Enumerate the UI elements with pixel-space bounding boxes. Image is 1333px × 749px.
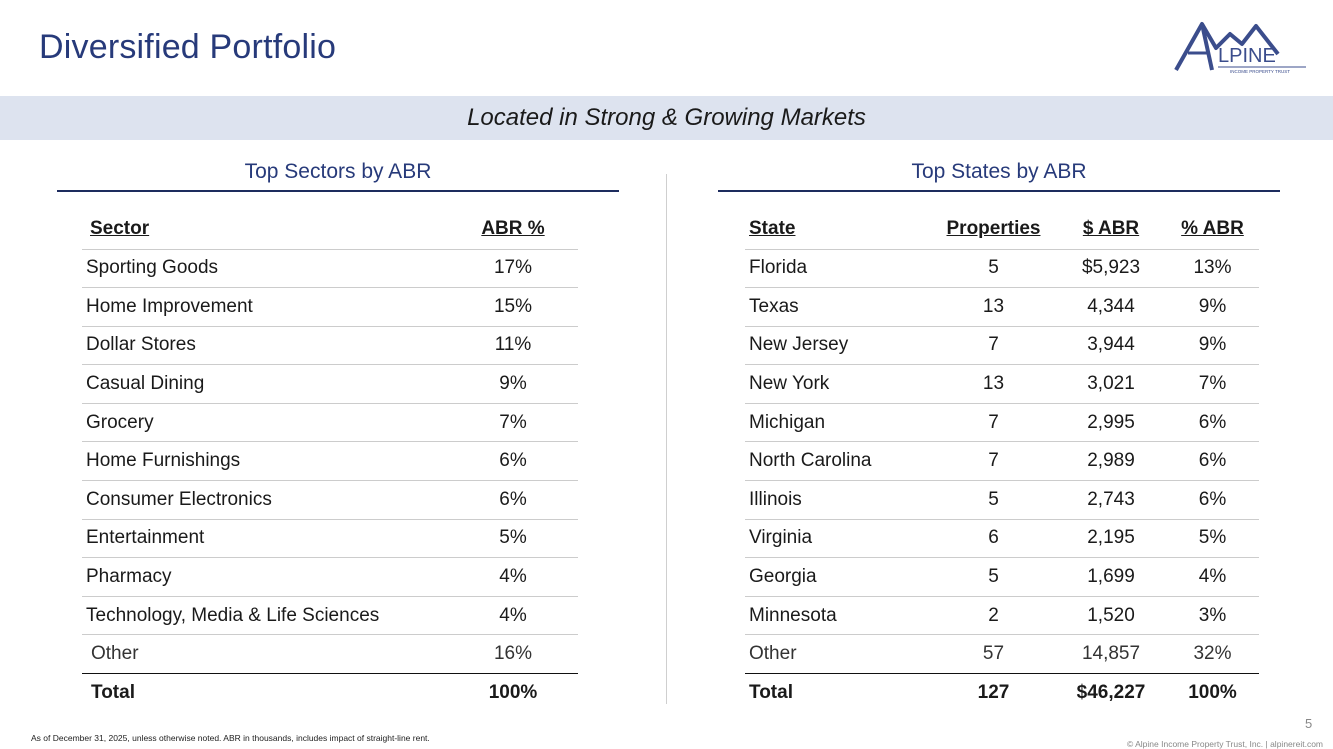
sector-name: Home Improvement bbox=[82, 288, 448, 327]
sector-name: Dollar Stores bbox=[82, 326, 448, 365]
sector-abr-pct: 9% bbox=[448, 365, 578, 404]
state-abr-pct: 32% bbox=[1166, 635, 1259, 674]
state-properties: 5 bbox=[931, 249, 1056, 288]
column-header: State bbox=[749, 218, 796, 240]
sector-name: Home Furnishings bbox=[82, 442, 448, 481]
state-abr: 14,857 bbox=[1056, 635, 1166, 674]
state-properties: 57 bbox=[931, 635, 1056, 674]
table-row bbox=[82, 288, 578, 327]
state-abr: 3,021 bbox=[1056, 365, 1166, 404]
state-name: Texas bbox=[745, 288, 931, 327]
sector-name: Technology, Media & Life Sciences bbox=[82, 596, 448, 635]
state-abr-pct: 9% bbox=[1166, 288, 1259, 327]
state-abr-pct: 7% bbox=[1166, 365, 1259, 404]
sector-name: Other bbox=[82, 635, 448, 674]
column-header: $ ABR bbox=[1082, 218, 1140, 240]
state-abr: 1,699 bbox=[1056, 558, 1166, 597]
logo-wordmark: LPINE bbox=[1218, 45, 1276, 67]
state-abr: 2,743 bbox=[1056, 481, 1166, 520]
table-row bbox=[82, 519, 578, 558]
state-name: New Jersey bbox=[745, 326, 931, 365]
state-name: New York bbox=[745, 365, 931, 404]
logo-subtext: INCOME PROPERTY TRUST bbox=[1230, 69, 1291, 74]
banner-text: Located in Strong & Growing Markets bbox=[467, 104, 866, 131]
table-row bbox=[745, 481, 1259, 520]
total-properties: 127 bbox=[931, 674, 1056, 713]
state-abr: 2,989 bbox=[1056, 442, 1166, 481]
state-abr-pct: 5% bbox=[1166, 519, 1259, 558]
state-name: Georgia bbox=[745, 558, 931, 597]
sector-name: Consumer Electronics bbox=[82, 481, 448, 520]
state-name: Florida bbox=[745, 249, 931, 288]
state-name: Other bbox=[745, 635, 931, 674]
state-properties: 5 bbox=[931, 481, 1056, 520]
page-number: 5 bbox=[1305, 716, 1313, 731]
table-row bbox=[745, 442, 1259, 481]
sector-name: Sporting Goods bbox=[82, 249, 448, 288]
state-abr-pct: 9% bbox=[1166, 326, 1259, 365]
state-properties: 5 bbox=[931, 558, 1056, 597]
copyright: © Alpine Income Property Trust, Inc. | alpinereit.com bbox=[1126, 739, 1323, 749]
column-header: % ABR bbox=[1181, 218, 1244, 240]
state-abr: 1,520 bbox=[1056, 596, 1166, 635]
states-title: Top States by ABR bbox=[911, 160, 1087, 183]
column-header: Properties bbox=[946, 218, 1041, 240]
sectors-title: Top Sectors by ABR bbox=[244, 160, 432, 183]
sector-name: Entertainment bbox=[82, 519, 448, 558]
state-properties: 2 bbox=[931, 596, 1056, 635]
state-abr: 2,195 bbox=[1056, 519, 1166, 558]
column-divider bbox=[666, 174, 667, 704]
state-properties: 13 bbox=[931, 365, 1056, 404]
state-name: Minnesota bbox=[745, 596, 931, 635]
company-logo bbox=[1172, 20, 1308, 76]
table-row bbox=[82, 596, 578, 635]
states-table bbox=[745, 210, 1259, 712]
state-abr-pct: 4% bbox=[1166, 558, 1259, 597]
table-row bbox=[745, 326, 1259, 365]
column-header: Sector bbox=[90, 218, 150, 240]
footnote: As of December 31, 2025, unless otherwise noted. ABR in thousands, includes impact of straight-line rent. bbox=[31, 733, 430, 743]
table-row bbox=[745, 558, 1259, 597]
table-row bbox=[82, 249, 578, 288]
sector-abr-pct: 16% bbox=[448, 635, 578, 674]
sector-abr-pct: 5% bbox=[448, 519, 578, 558]
state-name: Virginia bbox=[745, 519, 931, 558]
state-abr-pct: 6% bbox=[1166, 442, 1259, 481]
sector-abr-pct: 15% bbox=[448, 288, 578, 327]
state-abr-pct: 13% bbox=[1166, 249, 1259, 288]
state-abr-pct: 3% bbox=[1166, 596, 1259, 635]
table-row bbox=[82, 365, 578, 404]
table-row bbox=[745, 596, 1259, 635]
table-row bbox=[82, 558, 578, 597]
sector-name: Grocery bbox=[82, 403, 448, 442]
state-name: Michigan bbox=[745, 403, 931, 442]
sector-abr-pct: 4% bbox=[448, 596, 578, 635]
table-row bbox=[745, 288, 1259, 327]
sector-abr-pct: 17% bbox=[448, 249, 578, 288]
state-abr-pct: 6% bbox=[1166, 403, 1259, 442]
total-label: Total bbox=[82, 674, 448, 713]
sector-name: Casual Dining bbox=[82, 365, 448, 404]
state-properties: 7 bbox=[931, 326, 1056, 365]
table-row-other bbox=[745, 635, 1259, 674]
total-abr-pct: 100% bbox=[1166, 674, 1259, 713]
table-header-row bbox=[82, 210, 578, 249]
table-row bbox=[82, 403, 578, 442]
state-abr-pct: 6% bbox=[1166, 481, 1259, 520]
sector-abr-pct: 4% bbox=[448, 558, 578, 597]
sector-abr-pct: 6% bbox=[448, 481, 578, 520]
table-row-total bbox=[82, 674, 578, 713]
sector-abr-pct: 7% bbox=[448, 403, 578, 442]
state-properties: 7 bbox=[931, 403, 1056, 442]
table-row bbox=[745, 365, 1259, 404]
sector-name: Pharmacy bbox=[82, 558, 448, 597]
table-row bbox=[82, 442, 578, 481]
state-properties: 13 bbox=[931, 288, 1056, 327]
sectors-table bbox=[82, 210, 578, 712]
page-title: Diversified Portfolio bbox=[39, 28, 337, 66]
table-row-total bbox=[745, 674, 1259, 713]
table-row bbox=[82, 481, 578, 520]
table-row-other bbox=[82, 635, 578, 674]
state-name: Illinois bbox=[745, 481, 931, 520]
sector-abr-pct: 6% bbox=[448, 442, 578, 481]
state-abr: 2,995 bbox=[1056, 403, 1166, 442]
total-abr-pct: 100% bbox=[448, 674, 578, 713]
state-abr: 3,944 bbox=[1056, 326, 1166, 365]
state-abr: $5,923 bbox=[1056, 249, 1166, 288]
total-abr: $46,227 bbox=[1056, 674, 1166, 713]
column-header: ABR % bbox=[481, 218, 545, 240]
table-row bbox=[745, 403, 1259, 442]
state-abr: 4,344 bbox=[1056, 288, 1166, 327]
table-header-row bbox=[745, 210, 1259, 249]
states-rule bbox=[718, 190, 1280, 192]
table-row bbox=[82, 326, 578, 365]
state-name: North Carolina bbox=[745, 442, 931, 481]
sector-abr-pct: 11% bbox=[448, 326, 578, 365]
state-properties: 7 bbox=[931, 442, 1056, 481]
sectors-rule bbox=[57, 190, 619, 192]
table-row bbox=[745, 249, 1259, 288]
state-properties: 6 bbox=[931, 519, 1056, 558]
table-row bbox=[745, 519, 1259, 558]
total-label: Total bbox=[745, 674, 931, 713]
